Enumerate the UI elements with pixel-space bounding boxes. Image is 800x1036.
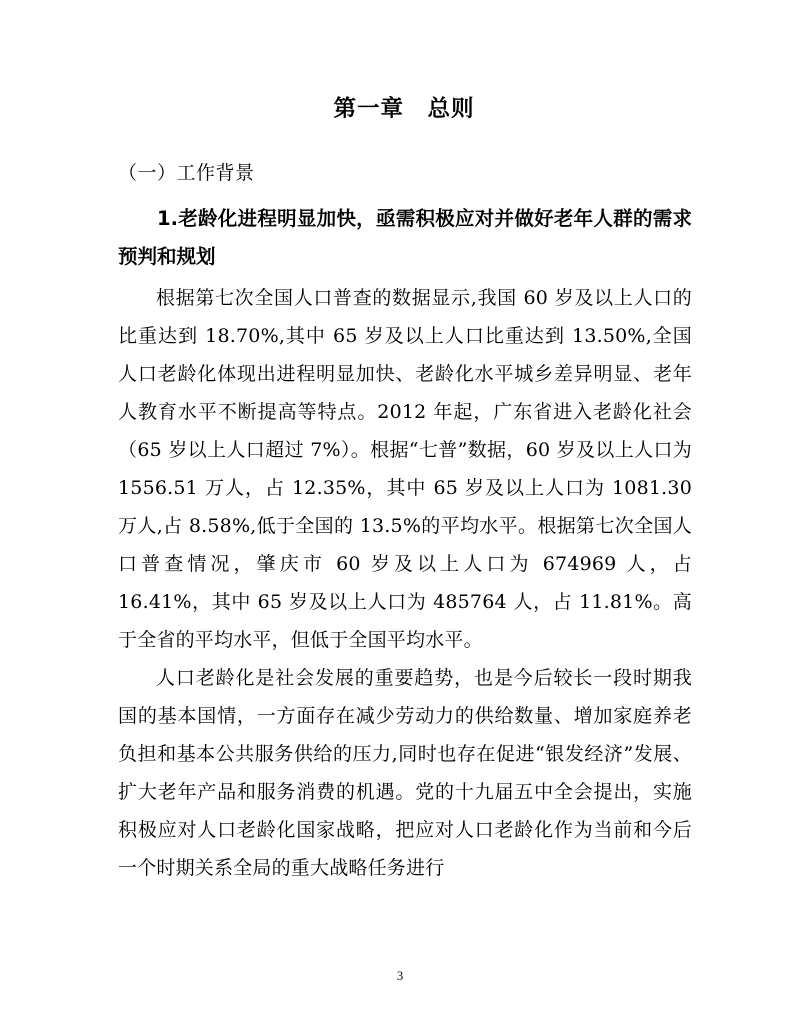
topic-heading: 1.老龄化进程明显加快，亟需积极应对并做好老年人群的需求预判和规划 — [118, 207, 692, 268]
paragraph: 人口老龄化是社会发展的重要趋势，也是今后较长一段时期我国的基本国情，一方面存在减少劳动力的供给数量、增加家庭养老负担和基本公共服务供给的压力,同时也存在促进“银发经济”发展、扩大老年产品和服务消费的机遇。党的十九届五中全会提出，实施积极应对人口老龄化国家战略，把应对人口老龄化作为当前和今后一个时期关系全局的重大战略任务进行 — [118, 667, 692, 879]
chapter-title: 第一章 总则 — [333, 96, 475, 122]
page-number: 3 — [396, 968, 404, 983]
body-text-block — [118, 279, 692, 887]
paragraph: 根据第七次全国人口普查的数据显示,我国 60 岁及以上人口的比重达到 18.70%,其中 65 岁及以上人口比重达到 13.50%,全国人口老龄化体现出进程明显加快、老龄化水平城乡差异明显、老年人教育水平不断提高等特点。2012 年起，广东省进入老龄化社会（65 岁以上人口超过 7%）。根据“七普”数据，60 岁及以上人口为 1556.51 万人，占 12.35%，其中 65 岁及以上人口为 1081.30 万人,占 8.58%,低于全国的 13.5%的平均水平。根据第七次全国人口普查情况，肇庆市 60 岁及以上人口为 674969 人，占 16.41%，其中 65 岁及以上人口为 485764 人，占 11.81%。高于全省的平均水平，但低于全国平均水平。 — [118, 287, 692, 651]
section-heading: （一）工作背景 — [118, 162, 255, 184]
